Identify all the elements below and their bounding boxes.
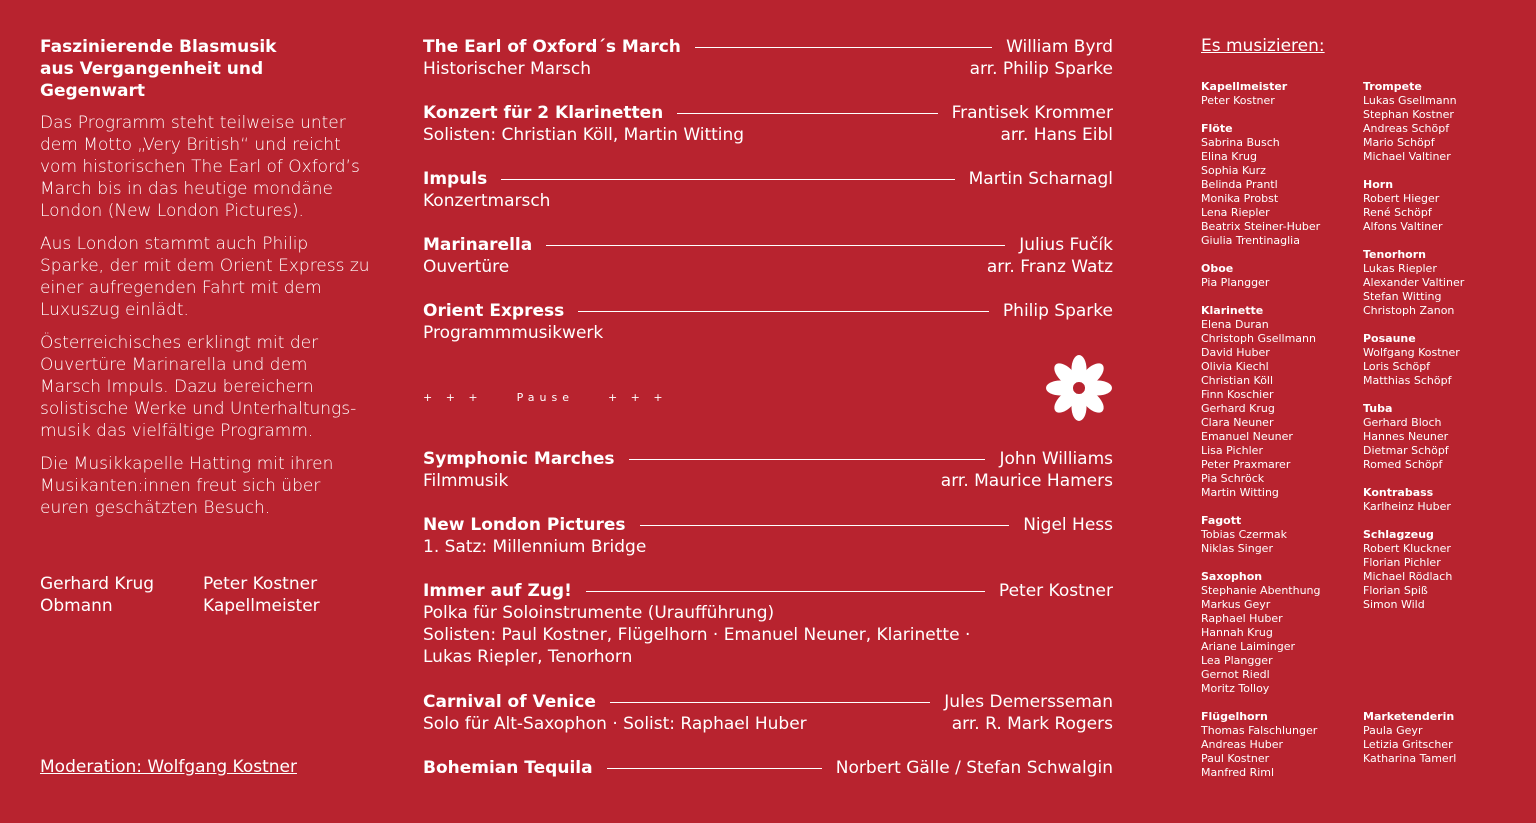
musician-name: Alexander Valtiner <box>1363 276 1465 289</box>
section-title: Saxophon <box>1201 570 1263 583</box>
intro-paragraph: Das Programm steht teilweise unter dem Motto „Very British“ und reicht vom historischen The Earl of Oxford’s March bis in das heutige mondäne London (New London Pictures). <box>40 113 360 221</box>
musician-name: Olivia Kiechl <box>1201 360 1269 373</box>
section-title: Fagott <box>1201 514 1242 527</box>
musician-name: Giulia Trentinaglia <box>1201 234 1300 247</box>
program-piece <box>423 448 1113 492</box>
musician-name: Christoph Gsellmann <box>1201 332 1316 345</box>
instrument-section <box>1201 80 1361 108</box>
piece-composer: Frantisek Krommer <box>951 103 1113 123</box>
musician-name: Christian Köll <box>1201 374 1274 387</box>
musician-name: Hannah Krug <box>1201 626 1273 639</box>
musician-name: Pia Plangger <box>1201 276 1270 289</box>
musician-name: Beatrix Steiner-Huber <box>1201 220 1321 233</box>
piece-description: 1. Satz: Millennium Bridge <box>423 537 647 557</box>
musician-name: Florian Pichler <box>1363 556 1441 569</box>
section-title: Schlagzeug <box>1363 528 1434 541</box>
piece-composer: Martin Scharnagl <box>968 169 1113 189</box>
piece-arranger: arr. Hans Eibl <box>1000 125 1113 145</box>
intro-paragraph: Österreichisches erklingt mit der Ouvertüre Marinarella und dem Marsch Impuls. Dazu bereichern solistische Werke und Unterhaltungs-musik das vielfältige Programm. <box>40 333 357 441</box>
piece-title: New London Pictures <box>423 515 626 535</box>
section-title: Flöte <box>1201 122 1233 135</box>
piece-arranger: arr. R. Mark Rogers <box>951 714 1113 734</box>
divider-line <box>610 702 930 703</box>
piece-description: Polka für Soloinstrumente (Uraufführung) <box>423 603 775 623</box>
musician-name: Hannes Neuner <box>1363 430 1449 443</box>
program-piece <box>423 102 1113 146</box>
musician-name: Robert Kluckner <box>1363 542 1451 555</box>
piece-description: Filmmusik <box>423 471 509 491</box>
musician-name: Clara Neuner <box>1201 416 1274 429</box>
musician-name: Ariane Laiminger <box>1201 640 1296 653</box>
piece-description: Programmmusikwerk <box>423 323 604 343</box>
musician-name: Wolfgang Kostner <box>1363 346 1460 359</box>
roster-column-b <box>1363 80 1523 780</box>
instrument-section <box>1363 486 1523 514</box>
musician-name: Tobias Czermak <box>1201 528 1287 541</box>
musician-name: Lea Plangger <box>1201 654 1273 667</box>
section-title: Trompete <box>1363 80 1422 93</box>
pause-marker: + + + Pause + + + <box>423 391 668 404</box>
musician-name: Martin Witting <box>1201 486 1279 499</box>
piece-title: Marinarella <box>423 235 533 255</box>
musician-name: Matthias Schöpf <box>1363 374 1452 387</box>
program-piece <box>423 580 1113 668</box>
musician-name: Lisa Pichler <box>1201 444 1263 457</box>
musician-name: Letizia Gritscher <box>1363 738 1453 751</box>
musician-name: Michael Rödlach <box>1363 570 1453 583</box>
musician-name: Stephan Kostner <box>1363 108 1454 121</box>
instrument-section <box>1363 402 1523 472</box>
musician-name: Stephanie Abenthung <box>1201 584 1321 597</box>
piece-title: Symphonic Marches <box>423 449 615 469</box>
musician-name: Michael Valtiner <box>1363 150 1451 163</box>
musician-name: Niklas Singer <box>1201 542 1273 555</box>
section-title: Tenorhorn <box>1363 248 1426 261</box>
section-title: Tuba <box>1363 402 1393 415</box>
piece-description: Lukas Riepler, Tenorhorn <box>423 647 633 667</box>
instrument-section <box>1201 122 1361 248</box>
section-title: Posaune <box>1363 332 1416 345</box>
intro-title: Faszinierende Blasmusik aus Vergangenheit und Gegenwart <box>40 37 277 101</box>
section-title: Kontrabass <box>1363 486 1434 499</box>
piece-title: Impuls <box>423 169 488 189</box>
piece-composer: Philip Sparke <box>1002 301 1113 321</box>
section-title: Oboe <box>1201 262 1234 275</box>
musician-name: Sophia Kurz <box>1201 164 1266 177</box>
musician-name: Moritz Tolloy <box>1201 682 1270 695</box>
piece-composer: Nigel Hess <box>1023 515 1113 535</box>
musician-name: Manfred Riml <box>1201 766 1275 779</box>
divider-line <box>640 525 1010 526</box>
musician-name: Finn Koschier <box>1201 388 1274 401</box>
musician-name: Robert Hieger <box>1363 192 1440 205</box>
divider-line <box>546 245 1005 246</box>
musician-name: Loris Schöpf <box>1363 360 1431 373</box>
divider-line <box>695 47 992 48</box>
instrument-section <box>1363 80 1523 164</box>
program-piece <box>423 234 1113 278</box>
piece-title: Immer auf Zug! <box>423 581 572 601</box>
musician-name: Emanuel Neuner <box>1201 430 1293 443</box>
instrument-section <box>1363 332 1523 388</box>
intro-column <box>40 36 370 530</box>
piece-arranger: arr. Maurice Hamers <box>940 471 1113 491</box>
piece-description: Solisten: Christian Köll, Martin Witting <box>423 125 745 145</box>
musician-name: Elena Duran <box>1201 318 1269 331</box>
piece-description: Solo für Alt-Saxophon · Solist: Raphael Huber <box>423 714 807 734</box>
instrument-section <box>1363 178 1523 234</box>
musician-name: Lena Riepler <box>1201 206 1270 219</box>
program-piece <box>423 300 1113 344</box>
piece-title: Konzert für 2 Klarinetten <box>423 103 664 123</box>
instrument-section <box>1201 304 1361 500</box>
piece-description: Solisten: Paul Kostner, Flügelhorn · Emanuel Neuner, Klarinette · <box>423 625 971 645</box>
piece-title: Bohemian Tequila <box>423 758 593 778</box>
musician-name: Andreas Huber <box>1201 738 1284 751</box>
intro-paragraph: Aus London stammt auch Philip Sparke, der mit dem Orient Express zu einer aufregenden Fahrt mit dem Luxuszug einlädt. <box>40 234 370 320</box>
instrument-section <box>1201 710 1361 780</box>
divider-line <box>677 113 937 114</box>
piece-composer: Peter Kostner <box>998 581 1113 601</box>
musician-name: Gerhard Bloch <box>1363 416 1442 429</box>
program-piece <box>423 168 1113 212</box>
musician-name: Pia Schröck <box>1201 472 1265 485</box>
section-title: Kapellmeister <box>1201 80 1288 93</box>
divider-line <box>607 768 822 769</box>
intro-paragraph: Die Musikkapelle Hatting mit ihren Musikanten:innen freut sich über euren geschätzten Besuch. <box>40 454 334 518</box>
musician-name: Peter Praxmarer <box>1201 458 1291 471</box>
musician-name: Elina Krug <box>1201 150 1257 163</box>
roster-column-a <box>1201 80 1361 794</box>
musician-name: Lukas Riepler <box>1363 262 1437 275</box>
musician-name: Gernot Riedl <box>1201 668 1270 681</box>
program-piece <box>423 514 1113 558</box>
musician-name: Belinda Prantl <box>1201 178 1278 191</box>
musician-name: Alfons Valtiner <box>1363 220 1443 233</box>
instrument-section <box>1201 570 1361 696</box>
musician-name: René Schöpf <box>1363 206 1432 219</box>
piece-title: Orient Express <box>423 301 565 321</box>
musician-name: Dietmar Schöpf <box>1363 444 1449 457</box>
piece-description: Historischer Marsch <box>423 59 592 79</box>
section-title: Flügelhorn <box>1201 710 1268 723</box>
section-title: Horn <box>1363 178 1394 191</box>
signature-obmann: Gerhard Krug Obmann <box>40 574 155 616</box>
piece-title: The Earl of Oxford´s March <box>423 37 681 57</box>
musician-name: Gerhard Krug <box>1201 402 1275 415</box>
divider-line <box>578 311 989 312</box>
program-piece <box>423 691 1113 735</box>
musician-name: Markus Geyr <box>1201 598 1271 611</box>
piece-composer: John Williams <box>999 449 1113 469</box>
moderation-credit: Moderation: Wolfgang Kostner <box>40 757 297 777</box>
piece-arranger: arr. Philip Sparke <box>969 59 1113 79</box>
musician-name: Romed Schöpf <box>1363 458 1443 471</box>
divider-line <box>629 459 986 460</box>
musician-name: Lukas Gsellmann <box>1363 94 1457 107</box>
musician-name: Sabrina Busch <box>1201 136 1280 149</box>
musician-name: Karlheinz Huber <box>1363 500 1451 513</box>
musician-name: Thomas Falschlunger <box>1201 724 1318 737</box>
piece-composer: Norbert Gälle / Stefan Schwalgin <box>835 758 1113 778</box>
piece-composer: William Byrd <box>1006 37 1113 57</box>
musician-name: Monika Probst <box>1201 192 1279 205</box>
signature-kapellmeister: Peter Kostner Kapellmeister <box>203 574 320 616</box>
instrument-section <box>1363 528 1523 612</box>
program-piece <box>423 36 1113 80</box>
musician-name: Stefan Witting <box>1363 290 1442 303</box>
musicians-heading: Es musizieren: <box>1201 36 1325 56</box>
piece-arranger: arr. Franz Watz <box>986 257 1113 277</box>
section-title: Klarinette <box>1201 304 1264 317</box>
musician-name: Christoph Zanon <box>1363 304 1455 317</box>
musician-name: Raphael Huber <box>1201 612 1283 625</box>
piece-description: Konzertmarsch <box>423 191 551 211</box>
piece-title: Carnival of Venice <box>423 692 596 712</box>
musician-name: Katharina Tamerl <box>1363 752 1457 765</box>
divider-line <box>501 179 954 180</box>
instrument-section <box>1363 248 1523 318</box>
musician-name: Florian Spiß <box>1363 584 1428 597</box>
musician-name: Paul Kostner <box>1201 752 1270 765</box>
musician-name: Simon Wild <box>1363 598 1425 611</box>
piece-composer: Jules Demersseman <box>944 692 1113 712</box>
instrument-section <box>1363 710 1523 766</box>
section-title: Marketenderin <box>1363 710 1455 723</box>
musician-name: Peter Kostner <box>1201 94 1275 107</box>
piece-composer: Julius Fučík <box>1019 235 1113 255</box>
divider-line <box>586 591 985 592</box>
instrument-section <box>1201 262 1361 290</box>
musician-name: David Huber <box>1201 346 1270 359</box>
musician-name: Andreas Schöpf <box>1363 122 1450 135</box>
instrument-section <box>1201 514 1361 556</box>
musician-name: Mario Schöpf <box>1363 136 1435 149</box>
musician-name: Paula Geyr <box>1363 724 1423 737</box>
piece-description: Ouvertüre <box>423 257 510 277</box>
flower-icon <box>1045 354 1113 422</box>
program-piece <box>423 757 1113 779</box>
